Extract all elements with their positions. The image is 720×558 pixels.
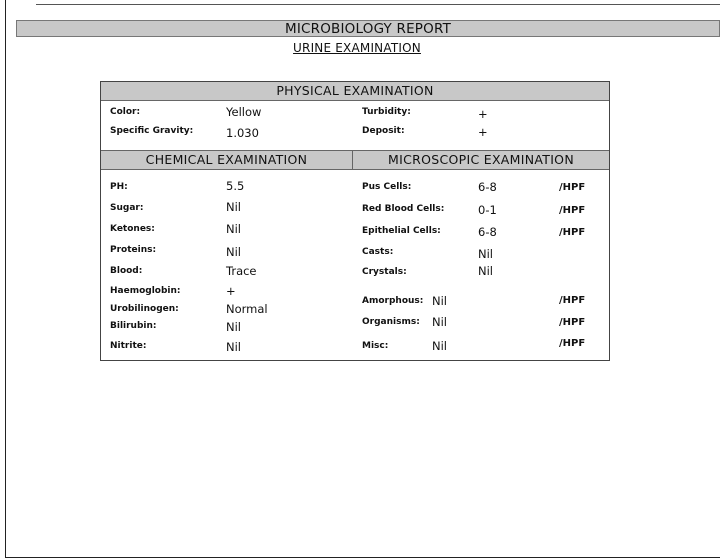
epithelial-cells-label: Epithelial Cells:	[362, 226, 441, 236]
sugar-label: Sugar:	[110, 203, 144, 213]
top-divider	[36, 4, 720, 5]
sugar-value: Nil	[226, 200, 241, 214]
urobilinogen-label: Urobilinogen:	[110, 304, 179, 314]
color-value: Yellow	[226, 105, 262, 119]
amorphous-unit: /HPF	[559, 295, 586, 306]
turbidity-label: Turbidity:	[362, 107, 411, 117]
turbidity-value: +	[478, 107, 488, 121]
ph-label: PH:	[110, 182, 128, 192]
heading-separator	[352, 151, 353, 170]
crystals-value: Nil	[478, 264, 493, 278]
deposit-value: +	[478, 125, 488, 139]
ph-value: 5.5	[226, 179, 245, 193]
ketones-value: Nil	[226, 222, 241, 236]
casts-value: Nil	[478, 247, 493, 261]
organisms-value: Nil	[432, 315, 447, 329]
misc-value: Nil	[432, 339, 447, 353]
pus-cells-value: 6-8	[478, 180, 497, 194]
crystals-label: Crystals:	[362, 267, 407, 277]
amorphous-label: Amorphous:	[362, 296, 424, 306]
misc-label: Misc:	[362, 341, 389, 351]
haemoglobin-label: Haemoglobin:	[110, 286, 181, 296]
report-title: MICROBIOLOGY REPORT	[16, 20, 720, 37]
blood-value: Trace	[226, 264, 257, 278]
proteins-value: Nil	[226, 245, 241, 259]
haemoglobin-value: +	[226, 284, 236, 298]
epithelial-cells-value: 6-8	[478, 225, 497, 239]
organisms-label: Organisms:	[362, 317, 420, 327]
blood-label: Blood:	[110, 266, 143, 276]
organisms-unit: /HPF	[559, 317, 586, 328]
specific-gravity-value: 1.030	[226, 126, 259, 140]
urobilinogen-value: Normal	[226, 302, 268, 316]
pus-cells-unit: /HPF	[559, 182, 586, 193]
bilirubin-value: Nil	[226, 320, 241, 334]
proteins-label: Proteins:	[110, 245, 157, 255]
red-blood-cells-value: 0-1	[478, 203, 497, 217]
casts-label: Casts:	[362, 247, 394, 257]
amorphous-value: Nil	[432, 294, 447, 308]
deposit-label: Deposit:	[362, 126, 405, 136]
misc-unit: /HPF	[559, 338, 586, 349]
report-subtitle: URINE EXAMINATION	[293, 41, 421, 55]
ketones-label: Ketones:	[110, 224, 155, 234]
red-blood-cells-label: Red Blood Cells:	[362, 204, 445, 214]
physical-heading: PHYSICAL EXAMINATION	[101, 82, 609, 101]
color-label: Color:	[110, 107, 141, 117]
results-table	[100, 81, 610, 361]
pus-cells-label: Pus Cells:	[362, 182, 412, 192]
red-blood-cells-unit: /HPF	[559, 205, 586, 216]
microscopic-heading: MICROSCOPIC EXAMINATION	[353, 151, 609, 170]
nitrite-label: Nitrite:	[110, 341, 147, 351]
chemical-heading: CHEMICAL EXAMINATION	[101, 151, 352, 170]
specific-gravity-label: Specific Gravity:	[110, 126, 194, 136]
nitrite-value: Nil	[226, 340, 241, 354]
epithelial-cells-unit: /HPF	[559, 227, 586, 238]
bilirubin-label: Bilirubin:	[110, 321, 157, 331]
